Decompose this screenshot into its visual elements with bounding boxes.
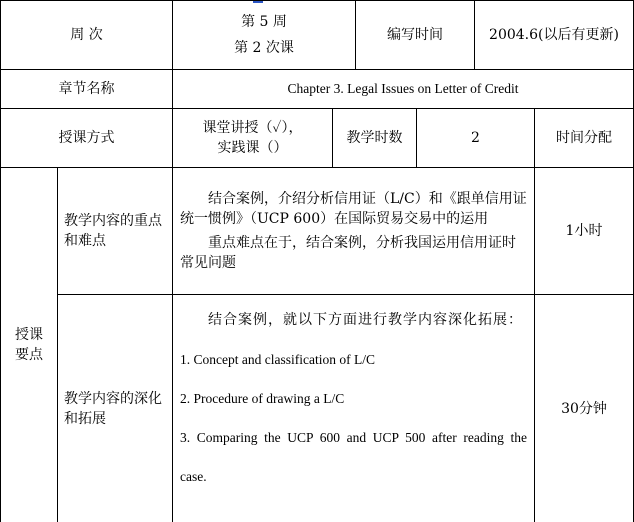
deepening-intro: 结合案例，就以下方面进行教学内容深化拓展： [208,312,523,328]
time-allocation-label: 时间分配 [556,130,612,146]
teaching-points-label-line2: 要点 [15,347,43,363]
deepening-item-1: 1. Concept and classification of L/C [180,352,375,367]
compile-time-label: 编写时间 [387,27,443,43]
deepening-item-3: 3. Comparing the UCP 600 and UCP 500 after reading the case. [180,430,527,484]
method-options [173,109,332,167]
deepening-item-2: 2. Procedure of drawing a L/C [180,391,345,406]
deepening-time: 30分钟 [561,400,607,417]
key-points-para-2: 重点难点在于，结合案例，分析我国运用信用证时常见问题 [180,235,516,271]
lesson-value: 第 2 次课 [234,40,294,56]
teaching-points-label [1,168,57,522]
chapter-title: Chapter 3. Legal Issues on Letter of Credit [287,81,519,96]
key-points-label: 教学内容的重点和难点 [64,213,162,249]
teaching-points-label-line1: 授课 [15,327,43,343]
key-points-para-1: 结合案例，介绍分析信用证（L/C）和《跟单信用证统一惯例》（UCP 600）在国际贸易交易中的运用 [180,191,527,227]
hours-value: 2 [471,130,480,146]
week-value: 第 5 周 [241,14,287,30]
method-option-lecture: 课堂讲授（✓）， [202,120,303,136]
key-points-content [173,168,534,294]
week-lesson-cell [173,1,355,69]
key-points-time: 1小时 [565,223,603,239]
deepening-label: 教学内容的深化和拓展 [64,390,162,427]
compile-time-value: 2004.6(以后有更新) [489,27,619,43]
week-label: 周 次 [70,27,103,43]
deepening-content [173,295,534,522]
method-option-practice: 实践课（） [217,140,288,156]
method-label: 授课方式 [58,130,115,146]
chapter-label: 章节名称 [58,81,115,97]
hours-label: 教学时数 [346,130,403,146]
